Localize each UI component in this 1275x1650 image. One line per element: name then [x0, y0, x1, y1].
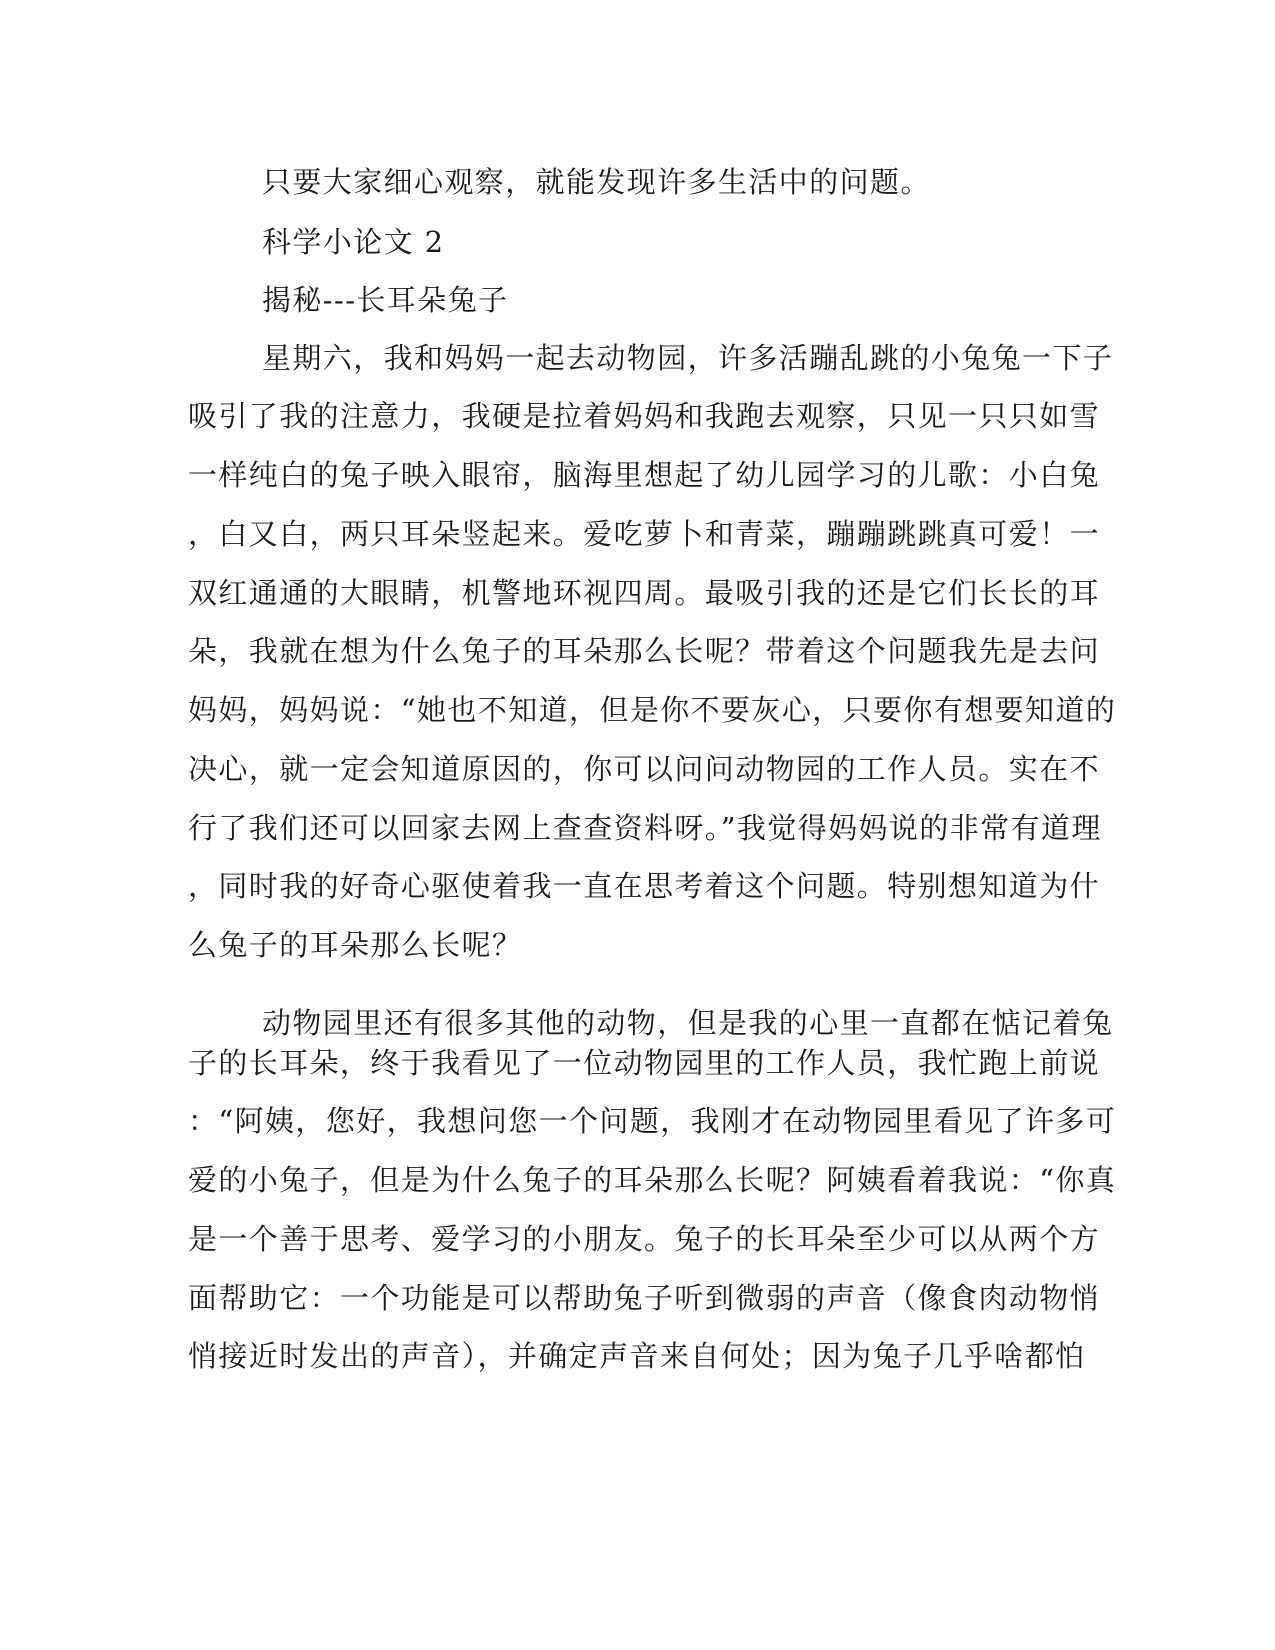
paragraph-line: 星期六，我和妈妈一起去动物园，许多活蹦乱跳的小兔兔一下子 [262, 341, 1114, 375]
paragraph-line: 只要大家细心观察，就能发现许多生活中的问题。 [262, 165, 931, 199]
paragraph-line: 双红通通的大眼睛，机警地环视四周。最吸引我的还是它们长长的耳 [188, 576, 1101, 610]
paragraph-line: 面帮助它：一个功能是可以帮助兔子听到微弱的声音（像食肉动物悄 [188, 1281, 1101, 1315]
paragraph-line: ，同时我的好奇心驱使着我一直在思考着这个问题。特别想知道为什 [188, 869, 1101, 903]
paragraph-line: 吸引了我的注意力，我硬是拉着妈妈和我跑去观察，只见一只只如雪 [188, 399, 1101, 433]
paragraph-line: ：“阿姨，您好，我想问您一个问题，我刚才在动物园里看见了许多可 [188, 1104, 1117, 1138]
paragraph-line: 悄接近时发出的声音），并确定声音来自何处；因为兔子几乎啥都怕 [188, 1339, 1086, 1373]
paragraph-line: 么兔子的耳朵那么长呢？ [188, 928, 523, 962]
paragraph-line: 动物园里还有很多其他的动物，但是我的心里一直都在惦记着兔 [262, 1006, 1114, 1040]
paragraph-line: 行了我们还可以回家去网上查查资料呀。”我觉得妈妈说的非常有道理 [188, 811, 1102, 845]
paragraph-line: 妈妈，妈妈说：“她也不知道，但是你不要灰心，只要你有想要知道的 [188, 693, 1117, 727]
paragraph-line: 决心，就一定会知道原因的，你可以问问动物园的工作人员。实在不 [188, 752, 1101, 786]
paragraph-line: 子的长耳朵，终于我看见了一位动物园里的工作人员，我忙跑上前说 [188, 1046, 1101, 1080]
paragraph-line: ，白又白，两只耳朵竖起来。爱吃萝卜和青菜，蹦蹦跳跳真可爱！一 [188, 517, 1101, 551]
paragraph-line: 是一个善于思考、爱学习的小朋友。兔子的长耳朵至少可以从两个方 [188, 1222, 1101, 1256]
paragraph-line: 爱的小兔子，但是为什么兔子的耳朵那么长呢？阿姨看着我说：“你真 [188, 1163, 1117, 1197]
section-heading: 科学小论文 2 [262, 225, 445, 259]
article-title: 揭秘---长耳朵兔子 [262, 283, 509, 317]
paragraph-line: 朵，我就在想为什么兔子的耳朵那么长呢？带着这个问题我先是去问 [188, 634, 1101, 668]
paragraph-line: 一样纯白的兔子映入眼帘，脑海里想起了幼儿园学习的儿歌：小白兔 [188, 458, 1101, 492]
